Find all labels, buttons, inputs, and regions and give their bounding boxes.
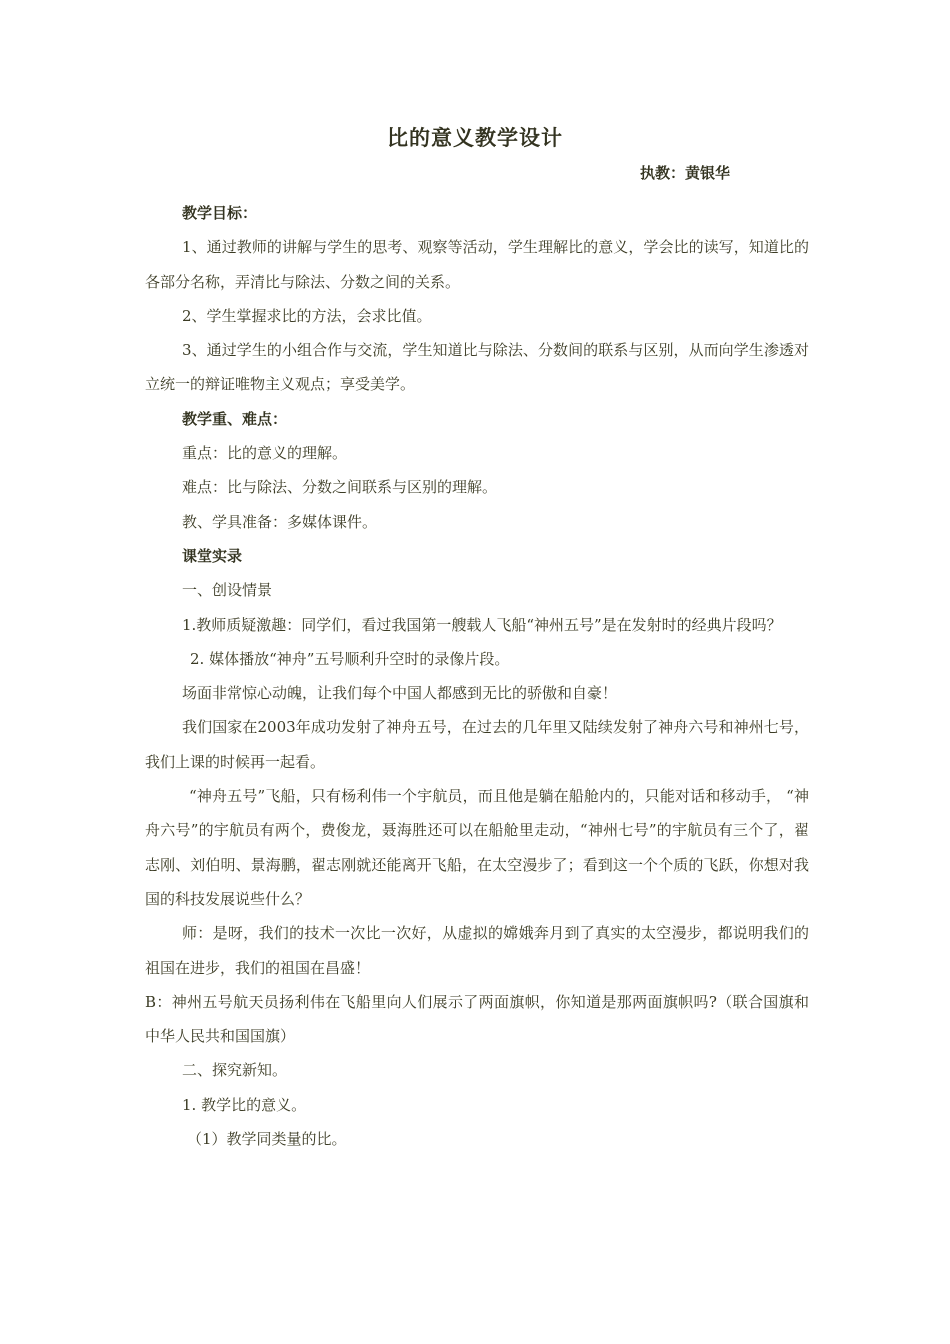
section-heading: 一、创设情景 [182,581,273,600]
paragraph: 场面非常惊心动魄，让我们每个中国人都感到无比的骄傲和自豪！ [182,684,618,703]
paragraph: 1. 教学比的意义。 [182,1095,307,1114]
paragraph: 难点：比与除法、分数之间联系与区别的理解。 [182,478,498,497]
paragraph: B：神州五号航天员扬利伟在飞船里向人们展示了两面旗帜，你知道是那两面旗帜吗?（联合国旗和中华人民共和国国旗） [145,992,809,1046]
paragraph: 3、通过学生的小组合作与交流，学生知道比与除法、分数间的联系与区别，从而向学生渗透对立统一的辩证唯物主义观点；享受美学。 [145,341,809,394]
heading-objectives: 教学目标： [182,204,258,222]
paragraph: （1）教学同类量的比。 [187,1130,347,1149]
document-body [145,196,809,1156]
paragraph: 重点：比的意义的理解。 [182,444,348,463]
author-line: 执教：黄银华 [640,164,731,182]
section-heading: 二、探究新知。 [182,1061,288,1080]
paragraph: 师：是呀，我们的技术一次比一次好，从虚拟的嫦娥奔月到了真实的太空漫步，都说明我们的祖国在进步，我们的祖国在昌盛！ [145,924,809,977]
paragraph: 1、通过教师的讲解与学生的思考、观察等活动，学生理解比的意义，学会比的读写，知道比的各部分名称，弄清比与除法、分数之间的关系。 [145,238,809,291]
heading-key-points: 教学重、难点： [182,409,288,428]
paragraph: 2. 媒体播放“神舟”五号顺利升空时的录像片段。 [190,649,510,668]
paragraph: 教、学具准备：多媒体课件。 [182,512,378,531]
paragraph: “神舟五号”飞船，只有杨利伟一个宇航员，而且他是躺在船舱内的，只能对话和移动手， “神舟六号”的宇航员有两个，费俊龙，聂海胜还可以在船舱里走动，“神州七号”的宇航员有三个了，翟志刚、刘伯明、景海鹏，翟志刚就还能离开飞船，在太空漫步了；看到这一个个质的飞跃，你想对我国的科技发展说些什么？ [145,787,809,908]
paragraph: 我们国家在2003年成功发射了神舟五号，在过去的几年里又陆续发射了神舟六号和神州七号，我们上课的时候再一起看。 [145,718,809,771]
paragraph: 2、学生掌握求比的方法，会求比值。 [182,306,432,325]
document-title: 比的意义教学设计 [387,126,563,150]
heading-classroom-record: 课堂实录 [182,546,243,565]
paragraph: 1.教师质疑激趣：同学们，看过我国第一艘载人飞船“神州五号”是在发射时的经典片段吗？ [182,615,782,634]
